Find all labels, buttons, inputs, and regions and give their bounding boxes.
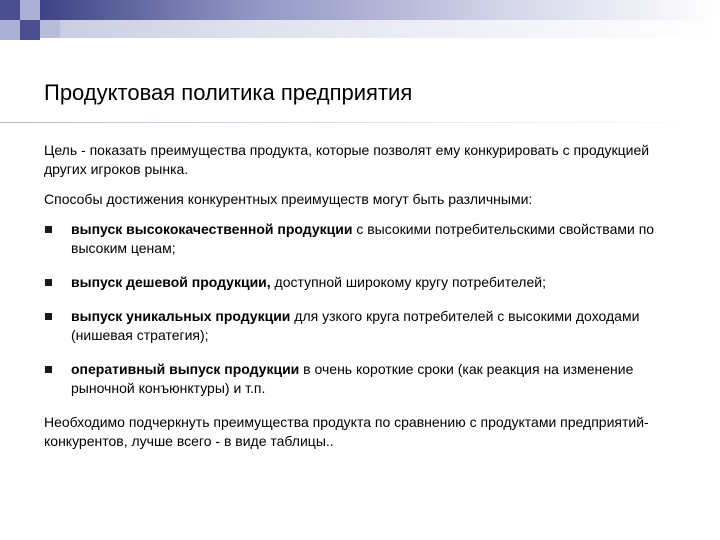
corner-decoration-square: [0, 20, 20, 40]
goal-paragraph: Цель - показать преимущества продукта, которые позволят ему конкурировать с продукцией других игроков рынка.: [44, 142, 650, 177]
title-divider: [0, 122, 720, 123]
list-item-text: для узкого круга потребителей с высокими доходами (нишевая стратегия);: [71, 308, 640, 343]
square-bullet-icon: [45, 226, 52, 233]
list-item-bold: выпуск уникальных продукции: [71, 308, 291, 324]
methods-list: [44, 220, 674, 398]
corner-decoration-square: [20, 0, 40, 20]
list-item-text: с высокими потребительскими свойствами по высоким ценам;: [71, 221, 655, 256]
square-bullet-icon: [45, 313, 52, 320]
list-item: [44, 360, 674, 398]
slide-title: Продуктовая политика предприятия: [44, 80, 413, 105]
conclusion-paragraph: Необходимо подчеркнуть преимущества продукта по сравнению с продуктами предприятий-конкурентов, лучше всего - в виде таблицы..: [44, 414, 649, 449]
corner-decoration-square: [20, 20, 40, 40]
list-item-bold: выпуск высококачественной продукции: [71, 221, 353, 237]
header-strip: [40, 0, 720, 20]
slide-body: [44, 141, 674, 462]
list-item-bold: выпуск дешевой продукции,: [71, 274, 271, 290]
square-bullet-icon: [45, 366, 52, 373]
list-item-text: доступной широкому кругу потребителей;: [270, 274, 546, 290]
square-bullet-icon: [45, 279, 52, 286]
methods-intro-paragraph: Способы достижения конкурентных преимуществ могут быть различными:: [44, 191, 533, 207]
list-item: [44, 307, 674, 345]
list-item-bold: оперативный выпуск продукции: [71, 361, 300, 377]
list-item-text: в очень короткие сроки (как реакция на изменение рыночной конъюнктуры) и т.п.: [71, 361, 634, 396]
corner-decoration-square: [0, 0, 20, 20]
list-item: [44, 220, 674, 258]
list-item: [44, 273, 674, 292]
corner-decoration-square: [40, 20, 60, 38]
